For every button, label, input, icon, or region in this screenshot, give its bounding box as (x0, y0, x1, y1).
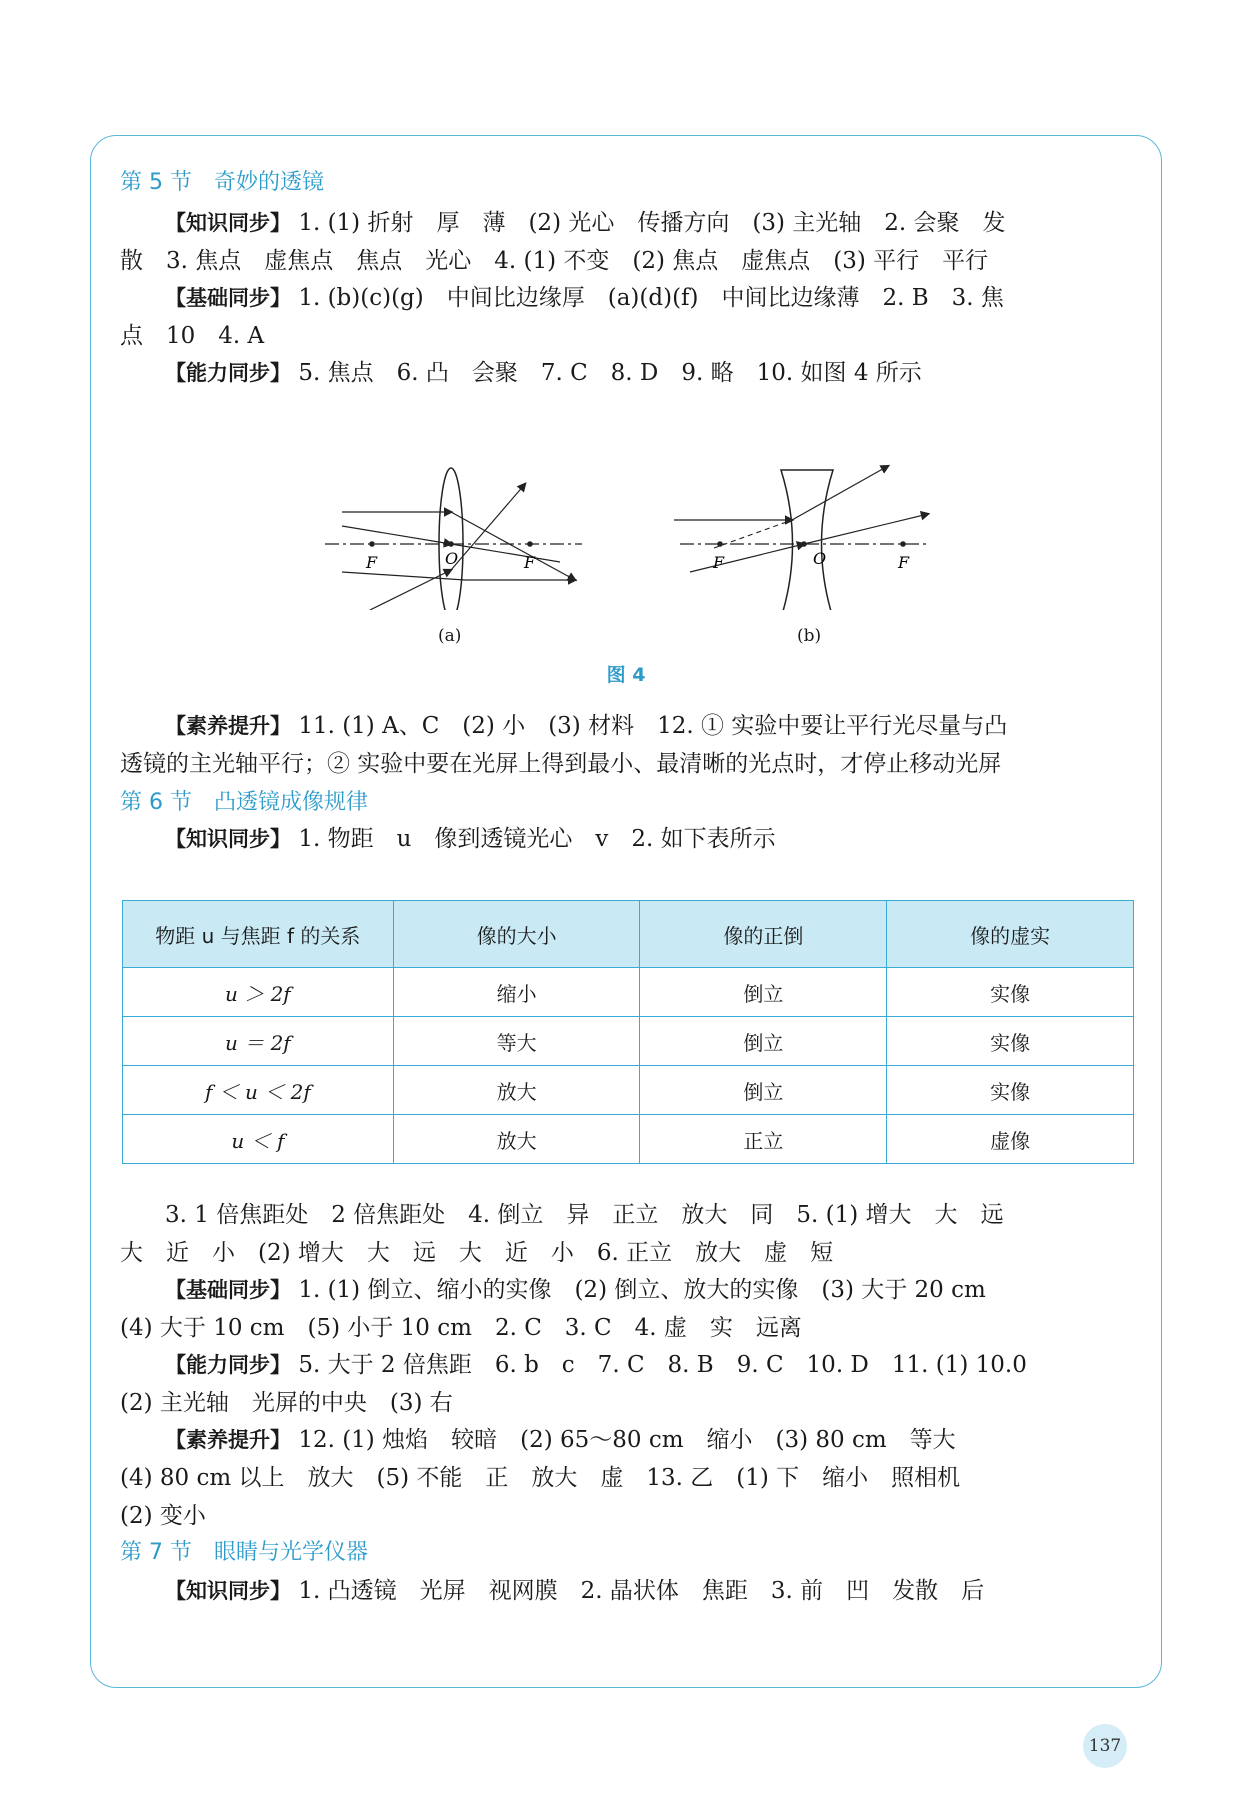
section-5-label: 第 5 节 (120, 170, 192, 195)
table-cell: 缩小 (393, 968, 640, 1017)
s5-ability-text-1: 5. 焦点 6. 凸 会聚 7. C 8. D 9. 略 10. 如图 4 所示 (298, 360, 922, 386)
s5-basic-line-2: 点 10 4. A (120, 323, 265, 349)
section-6-heading (120, 788, 1132, 818)
table-cell: 放大 (393, 1066, 640, 1115)
s5-literacy-tag: 【素养提升】 (165, 714, 291, 738)
table-header-cell: 像的虚实 (887, 901, 1134, 968)
fig-a-focal-right: F (524, 553, 536, 572)
figure-4-caption: 图 4 (606, 664, 646, 686)
table-cell: 实像 (887, 1017, 1134, 1066)
lens-ray-diagrams (120, 450, 1132, 610)
fig-b-focal-right: F (898, 553, 910, 572)
figure-4b-label: (b) (797, 626, 822, 646)
s6-literacy-text-1: 12. (1) 烛焰 较暗 (2) 65～80 cm 缩小 (3) 80 cm 等大 (298, 1427, 956, 1453)
fig-b-focal-left: F (713, 553, 725, 572)
s6-literacy-line-2: (4) 80 cm 以上 放大 (5) 不能 正 放大 虚 13. 乙 (1) 下 缩小 照相机 (120, 1465, 961, 1491)
s6-ability-tag: 【能力同步】 (165, 1353, 291, 1377)
figure-4a-convex-lens (325, 468, 582, 610)
s6-literacy-tag: 【素养提升】 (165, 1428, 291, 1452)
table-row (123, 968, 1134, 1017)
table-header-row (123, 901, 1134, 968)
table-cell: 倒立 (640, 1066, 887, 1115)
section-6-title: 凸透镜成像规律 (213, 790, 368, 815)
s5-ability-line-1 (120, 358, 1177, 388)
section-5-title: 奇妙的透镜 (213, 170, 324, 195)
table-cell-condition: u ＜ f (123, 1115, 394, 1164)
table-cell: 等大 (393, 1017, 640, 1066)
table-cell-condition: f ＜ u ＜ 2f (123, 1066, 394, 1115)
table-row (123, 1017, 1134, 1066)
table-header-cell: 物距 u 与焦距 f 的关系 (123, 901, 394, 968)
s5-basic-tag: 【基础同步】 (165, 286, 291, 310)
imaging-rules-table (122, 900, 1134, 1164)
table-row (123, 1115, 1134, 1164)
figure-4 (120, 450, 1132, 610)
s5-basic-line-1 (120, 283, 1177, 313)
s6-ability-text-1: 5. 大于 2 倍焦距 6. b c 7. C 8. B 9. C 10. D 11. (1) 10.0 (298, 1352, 1027, 1378)
s5-literacy-text-1: 11. (1) A、C (2) 小 (3) 材料 12. ① 实验中要让平行光尽量与凸 (298, 713, 1008, 739)
s7-knowledge-text-1: 1. 凸透镜 光屏 视网膜 2. 晶状体 焦距 3. 前 凹 发散 后 (298, 1578, 985, 1604)
s6-basic-line-2: (4) 大于 10 cm (5) 小于 10 cm 2. C 3. C 4. 虚 实 远离 (120, 1315, 802, 1341)
table-cell: 实像 (887, 1066, 1134, 1115)
s6-knowledge-line-1 (120, 824, 1177, 854)
s7-knowledge-tag: 【知识同步】 (165, 1579, 291, 1603)
s5-basic-text-1: 1. (b)(c)(g) 中间比边缘厚 (a)(d)(f) 中间比边缘薄 2. B 3. 焦 (298, 285, 1004, 311)
section-5-heading (120, 168, 1132, 198)
table-cell: 放大 (393, 1115, 640, 1164)
s6-basic-line-1 (120, 1275, 1177, 1305)
page-number: 137 (1083, 1724, 1127, 1768)
table-cell-condition: u ＝ 2f (123, 1017, 394, 1066)
section-6-label: 第 6 节 (120, 790, 192, 815)
s6-ability-line-2: (2) 主光轴 光屏的中央 (3) 右 (120, 1390, 453, 1416)
table-header-cell: 像的正倒 (640, 901, 887, 968)
s6-basic-text-1: 1. (1) 倒立、缩小的实像 (2) 倒立、放大的实像 (3) 大于 20 cm (298, 1277, 986, 1303)
s5-knowledge-line-1 (120, 208, 1177, 238)
s6-knowledge-tag: 【知识同步】 (165, 827, 291, 851)
table-cell-condition: u ＞ 2f (123, 968, 394, 1017)
s6-basic-tag: 【基础同步】 (165, 1278, 291, 1302)
s5-literacy-line-2: 透镜的主光轴平行；② 实验中要在光屏上得到最小、最清晰的光点时，才停止移动光屏 (120, 751, 1002, 777)
table-cell: 倒立 (640, 1017, 887, 1066)
s6-ability-line-1 (120, 1350, 1177, 1380)
s5-knowledge-line-2: 散 3. 焦点 虚焦点 焦点 光心 4. (1) 不变 (2) 焦点 虚焦点 (3) 平行 平行 (120, 248, 989, 274)
fig-a-optical-center: O (445, 549, 459, 568)
table-cell: 正立 (640, 1115, 887, 1164)
fig-a-focal-left: F (366, 553, 378, 572)
s6-literacy-line-1 (120, 1425, 1177, 1455)
s5-knowledge-tag: 【知识同步】 (165, 211, 291, 235)
table-cell: 倒立 (640, 968, 887, 1017)
s5-literacy-line-1 (120, 711, 1177, 741)
section-7-heading (120, 1538, 1132, 1568)
s5-knowledge-text-1: 1. (1) 折射 厚 薄 (2) 光心 传播方向 (3) 主光轴 2. 会聚 发 (298, 210, 1006, 236)
s7-knowledge-line-1 (120, 1576, 1177, 1606)
table-cell: 实像 (887, 968, 1134, 1017)
fig-b-optical-center: O (813, 549, 827, 568)
s6-knowledge-text-1: 1. 物距 u 像到透镜光心 v 2. 如下表所示 (298, 826, 776, 852)
table-row (123, 1066, 1134, 1115)
figure-4a-label: (a) (438, 626, 462, 646)
figure-4b-concave-lens (674, 466, 930, 610)
section-7-title: 眼睛与光学仪器 (213, 1540, 368, 1565)
s6-literacy-line-3: (2) 变小 (120, 1503, 206, 1529)
s6-answers-line-2: 大 近 小 (2) 增大 大 远 大 近 小 6. 正立 放大 虚 短 (120, 1240, 834, 1266)
table-cell: 虚像 (887, 1115, 1134, 1164)
table-header-cell: 像的大小 (393, 901, 640, 968)
s5-ability-tag: 【能力同步】 (165, 361, 291, 385)
section-7-label: 第 7 节 (120, 1540, 192, 1565)
s6-answers-line-1: 3. 1 倍焦距处 2 倍焦距处 4. 倒立 异 正立 放大 同 5. (1) 增大 大 远 (165, 1202, 1004, 1228)
